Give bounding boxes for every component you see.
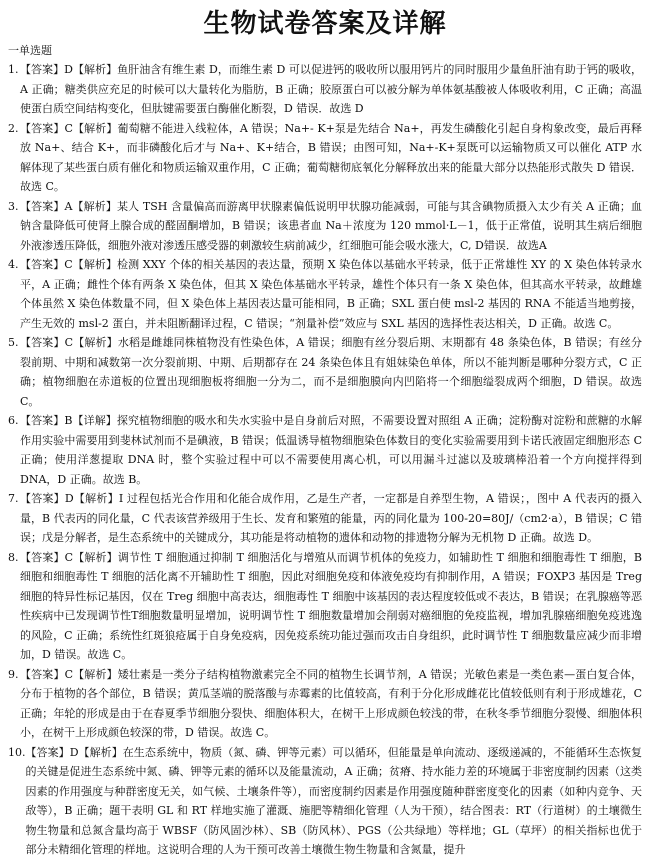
item-number: 6. [8, 414, 19, 427]
answer-list [8, 60, 642, 860]
item-text: 【答案】D【解析】在生态系统中，物质（氮、磷、钾等元素）可以循环，但能量是单向流动、逐级递减的，不能循环生态恢复的关键是促进生态系统中氮、磷、钾等元素的循环以及能量流动，A 正确；贫瘠、持水能力差的环境属于非密度制约因素（这类因素的作用强度与种群密度无关，如气候、土壤条件等），而密度制约因素是作用强度随种群密度变化的因素（如种内竞争、天敌等），B 正确；题干表明 GL 和 RT 样地实施了灌溉、施肥等精细化管理（人为干预），结合图表：RT（行道树）的土壤微生物生物量和总氮含量均高于 WBSF（防风固沙林）、SB（防风林）、PGS（公共绿地）等样地；GL（草坪）的相关指标也优于部分未精细化管理的样地。这说明合理的人为干预可改善土壤微生物生物量和含氮量，提升 [25, 745, 642, 856]
answer-item [8, 60, 642, 119]
item-number: 4. [8, 258, 19, 271]
answer-item [8, 119, 642, 197]
item-text: 【答案】C【解析】矮壮素是一类分子结构植物激素完全不同的植物生长调节剂，A 错误；光敏色素是一类色素—蛋白复合体，分布于植物的各个部位，B 错误；黄瓜茎端的脱落酸与赤霉素的比值较高，有利于分化形成雌花比值较低则有利于形成雄花，C 正确；年轮的形成是由于在春夏季节细胞分裂快、细胞体积大，在树干上形成颜色较浅的带，在秋冬季节细胞分裂慢、细胞体积小，在树干上形成颜色较深的带，D 错误。故选 C。 [20, 667, 642, 739]
answer-item [8, 489, 642, 548]
answer-item [8, 548, 642, 665]
answer-item [8, 665, 642, 743]
item-number: 10. [8, 745, 26, 759]
section-heading: 一单选题 [8, 44, 52, 57]
answer-item [8, 255, 642, 333]
item-text: 【答案】D【解析】I 过程包括光合作用和化能合成作用，乙是生产者，一定都是自养型生物，A 错误；，图中 A 代表丙的摄入量，B 代表丙的同化量，C 代表该营养级用于生长、发育和繁殖的能量，丙的同化量为 100-20=80J/（cm2·a），B 错误；C 错误；戊是分解者，是生态系统中的关键成分，其功能是将动植物的遗体和动物的排遗物分解为无机物 D 正确。故选 D。 [20, 492, 642, 544]
item-text: 【答案】B【详解】探究植物细胞的吸水和失水实验中是自身前后对照，不需要设置对照组 A 正确；淀粉酶对淀粉和蔗糖的水解作用实验中需要用到斐林试剂而不是碘液，B 错误；低温诱导植物细胞染色体数目的变化实验需要用到卡诺氏液固定细胞形态 C 正确；使用洋葱提取 DNA 时，整个实验过程中可以不需要使用离心机，可以用漏斗过滤以及玻璃棒沿着一个方向搅拌得到 DNA，D 正确。故选 B。 [20, 414, 642, 486]
answer-item [8, 197, 642, 256]
answer-item [8, 411, 642, 489]
item-text: 【答案】A【解析】某人 TSH 含量偏高而游离甲状腺素偏低说明甲状腺功能减弱，可能与其含碘物质摄入太少有关 A 正确；血钠含量降低可使肾上腺合成的醛固酮增加，B 错误；该患者血 Na＋浓度为 120 mmol·L－1，低于正常值，说明其生病后细胞外液渗透压降低，细胞外液对渗透压感受器的刺激较生病前减少，红细胞可能会吸水涨大，C, D错误．故选A [20, 199, 642, 252]
item-number: 1. [8, 63, 19, 76]
item-text: 【答案】C【解析】检测 XXY 个体的相关基因的表达量，预期 X 染色体以基础水平转录，低于正常雄性 XY 的 X 染色体转录水平，A 正确；雌性个体有两条 X 染色体，但其 X 染色体基础水平转录，雄性个体只有一条 X 染色体，但其高水平转录，故雌雄个体虽然 X 染色体数量不同，但 X 染色体上基因表达量可能相同，B 正确；SXL 蛋白使 msl-2 基因的 RNA 不能适当地剪接，产生无效的 msl-2 蛋白，并未阻断翻译过程，C 错误；“剂量补偿”效应与 SXL 基因的选择性表达相关，D 正确。故选 C。 [20, 258, 642, 330]
item-number: 7. [8, 492, 19, 505]
answer-item [8, 333, 642, 411]
answer-item [8, 743, 642, 860]
item-text: 【答案】C【解析】水稻是雌雄同株植物没有性染色体，A 错误；细胞有丝分裂后期、末期都有 48 条染色体，B 错误；有丝分裂前期、中期和减数第一次分裂前期、中期、后期都存在 24 条染色体且有姐妹染色单体，所以不能判断是哪种分裂方式，C 正确；植物细胞在赤道板的位置出现细胞板将细胞一分为二，而不是细胞膜向内凹陷将一个细胞缢裂成两个细胞，D 错误。故选 C。 [20, 336, 642, 408]
page-title: 生物试卷答案及详解 [203, 9, 447, 39]
item-number: 9. [8, 667, 19, 681]
item-number: 3. [8, 199, 19, 213]
item-text: 【答案】C【解析】葡萄糖不能进入线粒体，A 错误；Na+- K+泵是先结合 Na+，再发生磷酸化引起自身构象改变，最后再释放 Na+、结合 K+，而非磷酸化后才与 Na+、K+结合，B 错误；由图可知，Na+-K+泵既可以运输物质又可以催化 ATP 水解体现了某些蛋白质有催化和物质运输双重作用，C 正确；葡萄糖彻底氧化分解释放出来的能量大部分以热能形式散失 D 错误．故选 C。 [20, 121, 642, 193]
item-text: 【答案】C【解析】调节性 T 细胞通过抑制 T 细胞活化与增殖从而调节机体的免疫力，如辅助性 T 细胞和细胞毒性 T 细胞，B 细胞和细胞毒性 T 细胞的活化离不开辅助性 T 细胞，因此对细胞免疫和体液免疫均有抑制作用，A 错误；FOXP3 基因是 Treg 细胞的特异性标记基因，仅在 Treg 细胞中高表达，细胞毒性 T 细胞中该基因的表达程度较低或不表达，B 错误；在乳腺癌等恶性疾病中已发现调节性T细胞数量明显增加，说明调节性 T 细胞数量增加会削弱对癌细胞的免疫监视，增加乳腺癌细胞免疫逃逸的风险，C 正确；系统性红斑狼疮属于自身免疫病，因免疫系统功能过强而攻击自身组织，此时调节性 T 细胞数量应减少而非增加，D 错误。故选 C。 [20, 550, 642, 661]
item-number: 5. [8, 336, 19, 349]
item-number: 8. [8, 550, 19, 564]
item-number: 2. [8, 121, 19, 135]
item-text: 【答案】D【解析】鱼肝油含有维生素 D，而维生素 D 可以促进钙的吸收所以服用钙片的同时服用少量鱼肝油有助于钙的吸收，A 正确；糖类供应充足的时候可以大量转化为脂肪，B 正确；胶原蛋白可以被分解为单体氨基酸被人体吸收利用，C 正确；高温使蛋白质空间结构变化，但肽键需要蛋白酶催化断裂，D 错误．故选 D [20, 63, 642, 115]
